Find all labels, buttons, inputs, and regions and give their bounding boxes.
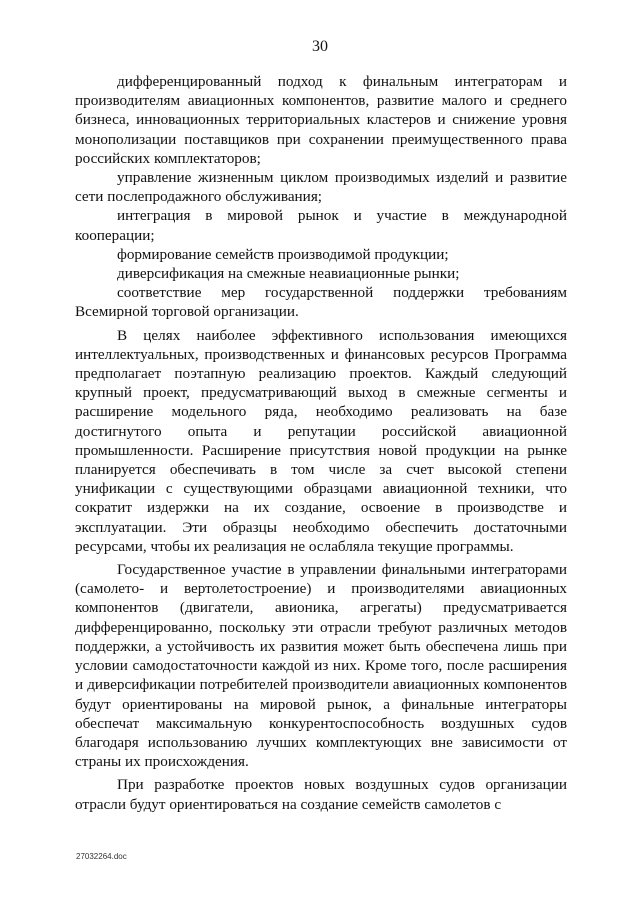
paragraph-7: В целях наиболее эффективного использования имеющихся интеллектуальных, производственных и финансовых ресурсов Программа предполагает поэтапную реализацию проектов. Каждый следующий крупный проект, предусматривающий выход в смежные сегменты и расширение модельного ряда, необходимо реализовать на базе достигнутого опыта и репутации российской авиационной промышленности. Расширение присутствия новой продукции на рынке планируется обеспечивать в том числе за счет высокой степени унификации с существующими образцами авиационной техники, что сократит издержки на их создание, освоение в производстве и эксплуатации. Эти образцы необходимо обеспечить достаточными ресурсами, чтобы их реализация не ослабляла текущие программы. (75, 326, 567, 555)
paragraph-1: дифференцированный подход к финальным интеграторам и производителям авиационных компонентов, развитие малого и среднего бизнеса, инновационных территориальных кластеров и снижение уровня монополизации поставщиков при сохранении преимущественного права российских комплектаторов; (75, 73, 567, 167)
paragraph-9: При разработке проектов новых воздушных судов организации отрасли будут ориентироваться на создание семейств самолетов с (75, 776, 567, 813)
page-number: 30 (312, 38, 328, 55)
paragraph-8: Государственное участие в управлении финальными интеграторами (самолето- и вертолетостроение) и производителями авиационных компонентов (двигатели, авионика, агрегаты) предусматривается дифференцированно, поскольку эти отрасли требуют различных методов поддержки, а устойчивость их развития может быть обеспечена лишь при условии самодостаточности каждой из них. Кроме того, после расширения и диверсификации потребителей производители авиационных компонентов будут ориентированы на мировой рынок, а финальные интеграторы обеспечат максимальную конкурентоспособность воздушных судов благодаря использованию лучших комплектующих вне зависимости от страны их происхождения. (75, 561, 567, 771)
paragraph-4: формирование семейств производимой продукции; (117, 245, 449, 263)
document-file-code: 27032264.doc (76, 852, 127, 861)
paragraph-2: управление жизненным циклом производимых изделий и развитие сети послепродажного обслуживания; (75, 169, 567, 206)
document-body (75, 72, 567, 814)
paragraph-5: диверсификация на смежные неавиационные рынки; (117, 265, 460, 283)
paragraph-3: интеграция в мировой рынок и участие в международной кооперации; (75, 207, 567, 244)
paragraph-6: соответствие мер государственной поддержки требованиям Всемирной торговой организации. (75, 284, 567, 321)
